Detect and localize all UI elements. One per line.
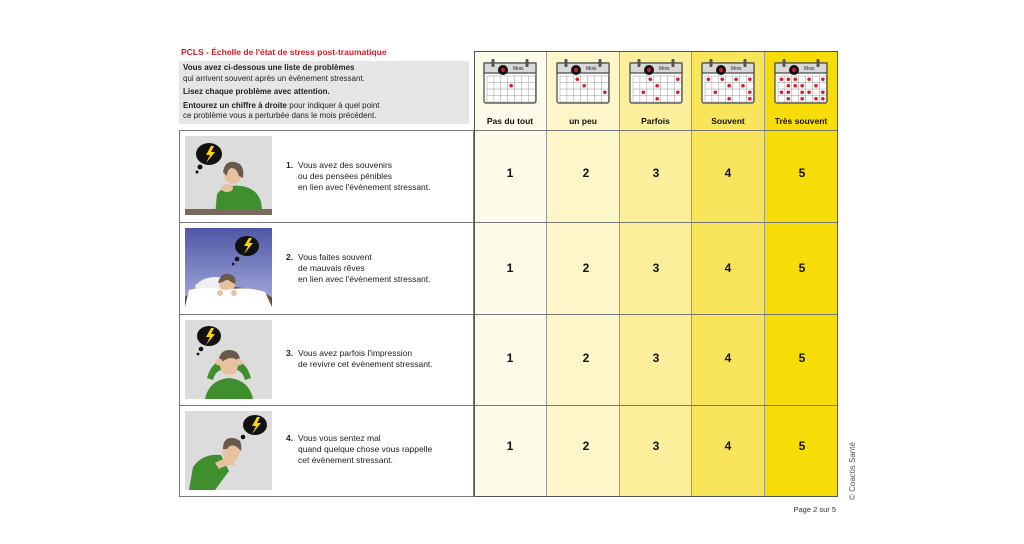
option-3[interactable]: 3 (652, 439, 660, 453)
calendar-icon (772, 57, 830, 105)
calendar-dot (727, 84, 731, 88)
question-text: Vous avez des souvenirs ou des pensées pénibles en lien avec l'évènement stressant. (298, 160, 431, 192)
calendar-month-label: Mois (658, 66, 670, 72)
calendar-dot (793, 84, 797, 88)
scale-header-souvent (692, 51, 765, 130)
illustration-worried-person (185, 136, 272, 215)
option-5[interactable]: 5 (798, 166, 806, 180)
calendar-dot (807, 90, 811, 94)
calendar-dot (676, 77, 680, 81)
scale-header-tres-souvent (765, 51, 838, 130)
scale-label: Souvent (711, 116, 745, 126)
calendar-icon (554, 57, 612, 105)
calendar-month-label: Mois (513, 66, 524, 72)
option-5[interactable]: 5 (798, 439, 806, 453)
illustration-feeling-bad (185, 411, 272, 490)
calendar-dot (648, 77, 652, 81)
option-2[interactable]: 2 (582, 261, 590, 275)
calendar-icon (481, 57, 539, 105)
calendar-dot (814, 97, 818, 101)
calendar-dot (748, 97, 752, 101)
option-1[interactable]: 1 (506, 439, 514, 453)
option-3[interactable]: 3 (652, 166, 660, 180)
option-4[interactable]: 4 (724, 439, 732, 453)
calendar-dot (741, 84, 745, 88)
question-row-4 (179, 405, 474, 497)
option-2[interactable]: 2 (582, 166, 590, 180)
calendar-dot (707, 77, 711, 81)
scale-label: un peu (569, 116, 597, 126)
calendar-month-label: Mois (586, 66, 597, 72)
option-1[interactable]: 1 (506, 261, 514, 275)
illustration-bad-dreams (185, 228, 272, 307)
calendar-dot (676, 90, 680, 94)
option-3[interactable]: 3 (652, 261, 660, 275)
question-text: Vous vous sentez mal quand quelque chose vous rappelle cet évènement stressant. (298, 433, 433, 465)
page-title: PCLS - Échelle de l'état de stress post-traumatique (181, 47, 387, 57)
question-row-1 (179, 130, 474, 223)
intro-line-4-bold: Entourez un chiffre à droite (183, 100, 288, 110)
scale-label: Parfois (641, 116, 670, 126)
calendar-dot (800, 84, 804, 88)
calendar-dot (582, 84, 586, 88)
calendar-dot (821, 90, 825, 94)
calendar-dot (780, 77, 784, 81)
scale-header-pas-du-tout (474, 51, 547, 130)
calendar-dot (807, 77, 811, 81)
instructions-box (179, 61, 469, 124)
calendar-dot (800, 90, 804, 94)
calendar-month-label: Mois (731, 66, 742, 72)
option-1[interactable]: 1 (506, 166, 514, 180)
calendar-dot (821, 97, 825, 101)
option-1[interactable]: 1 (506, 351, 514, 365)
intro-line-5: ce problème vous a perturbée dans le mois précédent. (183, 111, 377, 120)
scale-label: Très souvent (774, 116, 828, 126)
calendar-dot (714, 90, 718, 94)
option-4[interactable]: 4 (724, 166, 732, 180)
calendar-dot (787, 90, 791, 94)
calendar-month-label: Mois (804, 66, 815, 72)
calendar-dot (727, 97, 731, 101)
calendar-dot (641, 90, 645, 94)
calendar-dot (814, 84, 818, 88)
question-number: 4. (286, 433, 294, 443)
calendar-dot (655, 84, 659, 88)
scale-header-un-peu (547, 51, 620, 130)
intro-line-2: qui arrivent souvent après un évènement stressant. (183, 73, 365, 83)
illustration-reliving-event (185, 320, 272, 399)
intro-line-4-rest: pour indiquer à quel point (287, 100, 380, 110)
option-5[interactable]: 5 (798, 261, 806, 275)
calendar-dot (734, 77, 738, 81)
intro-line-3: Lisez chaque problème avec attention. (183, 87, 330, 96)
calendar-dot (748, 90, 752, 94)
copyright-text: © Coactis Santé (848, 442, 857, 500)
calendar-dot (720, 77, 724, 81)
option-2[interactable]: 2 (582, 439, 590, 453)
question-number: 2. (286, 252, 294, 262)
calendar-icon (627, 57, 685, 105)
option-2[interactable]: 2 (582, 351, 590, 365)
intro-line-1: Vous avez ci-dessous une liste de problèmes (183, 63, 355, 72)
option-4[interactable]: 4 (724, 261, 732, 275)
option-3[interactable]: 3 (652, 351, 660, 365)
question-text: Vous avez parfois l'impression de revivre cet évènement stressant. (298, 348, 433, 369)
calendar-dot (787, 97, 791, 101)
calendar-dot (780, 90, 784, 94)
calendar-icon (699, 57, 757, 105)
calendar-dot (800, 97, 804, 101)
calendar-dot (655, 97, 659, 101)
option-5[interactable]: 5 (798, 351, 806, 365)
calendar-dot (793, 77, 797, 81)
calendar-dot (748, 77, 752, 81)
question-number: 1. (286, 160, 294, 170)
question-number: 3. (286, 348, 294, 358)
calendar-dot (603, 90, 607, 94)
calendar-dot (787, 77, 791, 81)
option-4[interactable]: 4 (724, 351, 732, 365)
calendar-dot (509, 84, 513, 88)
question-text: Vous faites souvent de mauvais rêves en lien avec l'évènement stressant. (298, 252, 431, 284)
scale-label: Pas du tout (486, 116, 534, 126)
calendar-dot (821, 77, 825, 81)
calendar-dot (575, 77, 579, 81)
question-row-2 (179, 222, 474, 315)
calendar-dot (787, 84, 791, 88)
scale-header-parfois (620, 51, 692, 130)
page-number: Page 2 sur 5 (793, 505, 836, 514)
question-row-3 (179, 314, 474, 406)
